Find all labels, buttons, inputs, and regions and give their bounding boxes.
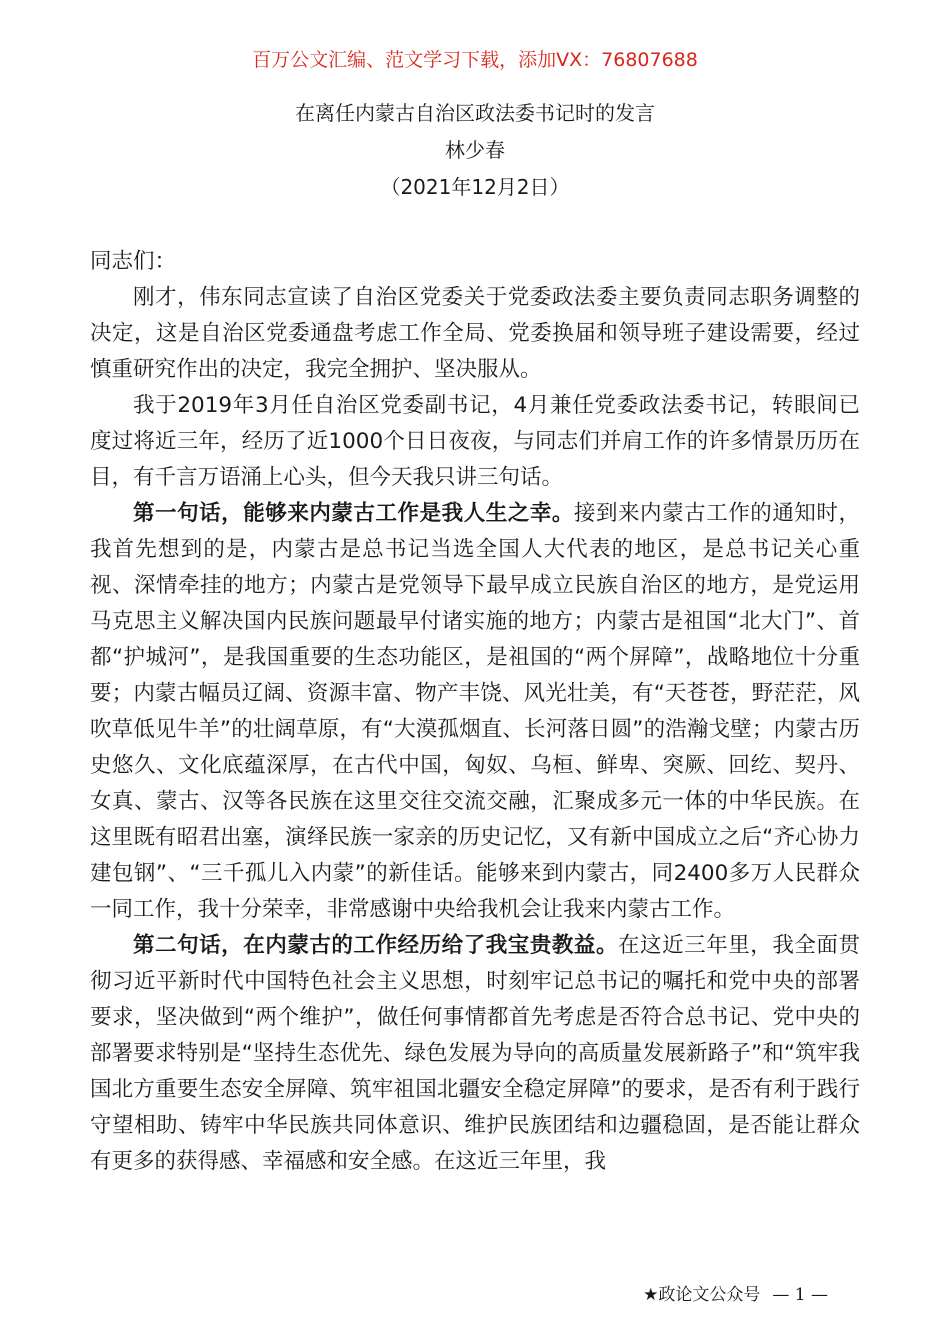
speech-author: 林少春	[445, 138, 505, 162]
paragraph-text: 刚才，伟东同志宣读了自治区党委关于党委政法委主要负责同志职务调整的决定，这是自治区党委通盘考虑工作全局、党委换届和领导班子建设需要，经过慎重研究作出的决定，我完全拥护、坚决服从。	[90, 285, 860, 382]
page-number: — 1 —	[772, 1285, 828, 1305]
paragraph-text: 在这近三年里，我全面贯彻习近平新时代中国特色社会主义思想，时刻牢记总书记的嘱托和党中央的部署要求，坚决做到“两个维护”，做任何事情都首先考虑是否符合总书记、党中央的部署要求特别是“坚持生态优先、绿色发展为导向的高质量发展新路子”和“筑牢我国北方重要生态安全屏障、筑牢祖国北疆安全稳定屏障”的要求，是否有利于践行守望相助、铸牢中华民族共同体意识、维护民族团结和边疆稳固，是否能让群众有更多的获得感、幸福感和安全感。在这近三年里，我	[90, 933, 860, 1174]
footer-label: 政论文公众号	[658, 1285, 761, 1305]
speech-title: 在离任内蒙古自治区政法委书记时的发言	[295, 101, 655, 125]
star-icon: ★	[643, 1285, 659, 1305]
paragraph	[90, 928, 860, 1180]
paragraph	[90, 280, 860, 388]
paragraph-text: 我于2019年3月任自治区党委副书记，4月兼任党委政法委书记，转眼间已度过将近三年，经历了近1000个日日夜夜，与同志们并肩工作的许多情景历历在目，有千言万语涌上心头，但今天我只讲三句话。	[90, 393, 860, 490]
download-banner: 百万公文汇编、范文学习下载，添加VX：76807688	[252, 49, 698, 71]
paragraph-lead: 第一句话，能够来内蒙古工作是我人生之幸。	[133, 501, 574, 526]
speech-body	[90, 244, 860, 1180]
speech-date: （2021年12月2日）	[380, 175, 570, 199]
paragraph-text: 接到来内蒙古工作的通知时，我首先想到的是，内蒙古是总书记当选全国人大代表的地区，是总书记关心重视、深情牵挂的地方；内蒙古是党领导下最早成立民族自治区的地方，是党运用马克思主义解决国内民族问题最早付诸实施的地方；内蒙古是祖国“北大门”、首都“护城河”，是我国重要的生态功能区，是祖国的“两个屏障”，战略地位十分重要；内蒙古幅员辽阔、资源丰富、物产丰饶、风光壮美，有“天苍苍，野茫茫，风吹草低见牛羊”的壮阔草原，有“大漠孤烟直、长河落日圆”的浩瀚戈壁；内蒙古历史悠久、文化底蕴深厚，在古代中国，匈奴、乌桓、鲜卑、突厥、回纥、契丹、女真、蒙古、汉等各民族在这里交往交流交融，汇聚成多元一体的中华民族。在这里既有昭君出塞，演绎民族一家亲的历史记忆，又有新中国成立之后“齐心协力建包钢”、“三千孤儿入内蒙”的新佳话。能够来到内蒙古，同2400多万人民群众一同工作，我十分荣幸，非常感谢中央给我机会让我来内蒙古工作。	[90, 501, 860, 922]
paragraph-lead: 第二句话，在内蒙古的工作经历给了我宝贵教益。	[133, 933, 619, 958]
paragraph	[90, 388, 860, 496]
page-footer	[643, 1283, 828, 1307]
salutation: 同志们：	[90, 249, 177, 274]
paragraph	[90, 496, 860, 928]
